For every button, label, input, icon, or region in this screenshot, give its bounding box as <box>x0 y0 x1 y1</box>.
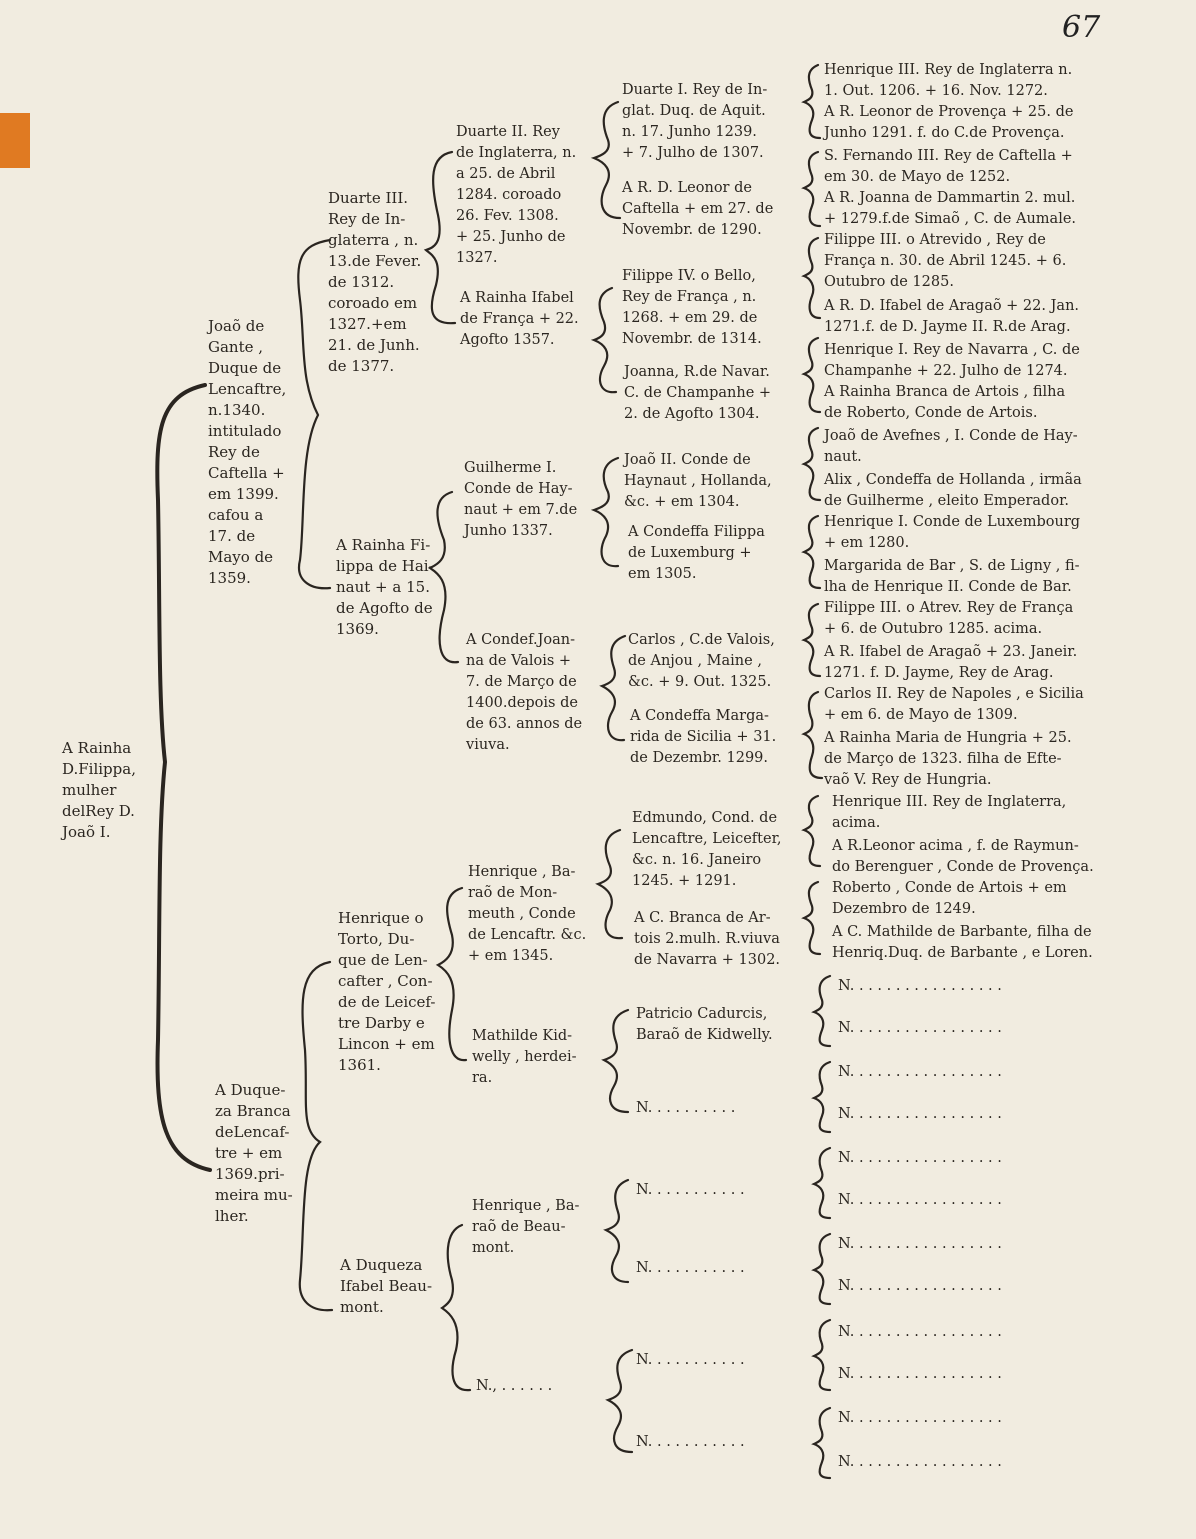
person-gen6-14: A R. Ifabel de Aragaõ + 23. Janeir. 1271. f. D. Jayme, Rey de Arag. <box>824 644 1078 681</box>
person-gen6-25: N. . . . . . . . . . . . . . . . . <box>838 1150 1002 1166</box>
brace-gen3-c <box>438 888 466 1060</box>
person-gen6-1: Henrique III. Rey de Inglaterra n. 1. Out. 1206. + 16. Nov. 1272. <box>824 62 1073 99</box>
person-gen5-14: N. . . . . . . . . . . <box>636 1260 745 1276</box>
person-gen5-8: A Condeffa Marga- rida de Sicilia + 31. de Dezembr. 1299. <box>630 708 777 766</box>
person-gen6-5: Filippe III. o Atrevido , Rey de França n. 30. de Abril 1245. + 6. Outubro de 1285. <box>824 232 1067 290</box>
person-gen6-17: Henrique III. Rey de Inglaterra, acima. <box>832 794 1067 831</box>
person-gen6-18: A R.Leonor acima , f. de Raymun- do Berenguer , Conde de Provença. <box>832 838 1094 875</box>
person-gen6-23: N. . . . . . . . . . . . . . . . . <box>838 1064 1002 1080</box>
person-gen5-6: A Condeffa Filippa de Luxemburg + em 1305. <box>628 524 765 582</box>
brace-gen5-16 <box>814 1408 830 1478</box>
person-gen5-13: N. . . . . . . . . . . <box>636 1182 745 1198</box>
brace-gen5-11 <box>814 976 830 1046</box>
brace-gen3-b <box>430 492 458 662</box>
brace-gen4-7 <box>606 1180 628 1282</box>
person-gen6-11: Henrique I. Conde de Luxembourg + em 1280. <box>824 514 1081 551</box>
person-gen4-8: N., . . . . . . <box>476 1378 553 1394</box>
brace-gen2-branca <box>300 962 332 1310</box>
brace-gen5-13 <box>814 1148 830 1218</box>
person-gen6-2: A R. Leonor de Provença + 25. de Junho 1291. f. do C.de Provença. <box>824 104 1074 141</box>
person-gen6-32: N. . . . . . . . . . . . . . . . . <box>838 1454 1002 1470</box>
person-gen2-branca: A Duque- za Branca deLencaf- tre + em 1369.pri- meira mu- lher. <box>215 1081 293 1225</box>
person-gen5-3: Filippe IV. o Bello, Rey de França , n. 1268. + em 29. de Novembr. de 1314. <box>622 268 762 347</box>
person-gen6-4: A R. Joanna de Dammartin 2. mul. + 1279.f.de Simaõ , C. de Aumale. <box>824 190 1077 227</box>
brace-gen5-1 <box>804 65 820 138</box>
brace-gen5-10 <box>804 882 820 954</box>
brace-gen5-3 <box>804 238 820 318</box>
person-gen6-22: N. . . . . . . . . . . . . . . . . <box>838 1020 1002 1036</box>
person-gen6-7: Henrique I. Rey de Navarra , C. de Champanhe + 22. Julho de 1274. <box>824 342 1080 379</box>
person-gen4-5: Henrique , Ba- raõ de Mon- meuth , Conde de Lencaftr. &c. + em 1345. <box>468 864 587 964</box>
brace-gen5-4 <box>804 338 820 412</box>
person-gen6-29: N. . . . . . . . . . . . . . . . . <box>838 1324 1002 1340</box>
person-gen4-1: Duarte II. Rey de Inglaterra, n. a 25. de Abril 1284. coroado 26. Fev. 1308. + 25. Junho de 1327. <box>456 124 577 266</box>
person-gen5-11: Patricio Cadurcis, Baraõ de Kidwelly. <box>636 1006 773 1043</box>
person-gen6-10: Alix , Condeffa de Hollanda , irmãa de Guilherme , eleito Emperador. <box>824 472 1082 509</box>
person-gen5-16: N. . . . . . . . . . . <box>636 1434 745 1450</box>
person-gen4-6: Mathilde Kid- welly , herdei- ra. <box>472 1028 577 1086</box>
person-gen4-2: A Rainha Ifabel de França + 22. Agofto 1357. <box>460 290 579 348</box>
person-gen5-10: A C. Branca de Ar- tois 2.mulh. R.viuva de Navarra + 1302. <box>634 910 781 968</box>
person-gen5-5: Joaõ II. Conde de Haynaut , Hollanda, &c. + em 1304. <box>624 452 772 510</box>
brace-gen4-2 <box>594 288 616 392</box>
person-gen6-15: Carlos II. Rey de Napoles , e Sicilia + em 6. de Mayo de 1309. <box>824 686 1084 723</box>
person-gen5-2: A R. D. Leonor de Caftella + em 27. de Novembr. de 1290. <box>622 180 774 238</box>
person-gen6-13: Filippe III. o Atrev. Rey de França + 6. de Outubro 1285. acima. <box>824 600 1074 637</box>
person-gen6-19: Roberto , Conde de Artois + em Dezembro de 1249. <box>832 880 1067 917</box>
person-gen3-isabel: A Duqueza Ifabel Beau- mont. <box>340 1256 433 1316</box>
person-gen5-4: Joanna, R.de Navar. C. de Champanhe + 2. de Agofto 1304. <box>624 364 772 422</box>
brace-gen4-6 <box>604 1010 628 1112</box>
person-gen6-30: N. . . . . . . . . . . . . . . . . <box>838 1366 1002 1382</box>
brace-gen5-2 <box>804 152 820 226</box>
person-gen3-duarte: Duarte III. Rey de In- glaterra , n. 13.de Fever. de 1312. coroado em 1327.+em 21. de Junh. de 1377. <box>328 189 422 375</box>
brace-gen4-4 <box>602 636 625 740</box>
brace-gen5-14 <box>814 1234 830 1304</box>
person-gen6-20: A C. Mathilde de Barbante, filha de Henriq.Duq. de Barbante , e Loren. <box>832 924 1093 961</box>
brace-gen4-3 <box>594 458 618 566</box>
person-gen6-27: N. . . . . . . . . . . . . . . . . <box>838 1236 1002 1252</box>
person-gen6-16: A Rainha Maria de Hungria + 25. de Março de 1323. filha de Efte- vaõ V. Rey de Hungria. <box>824 730 1072 788</box>
brace-gen5-6 <box>804 516 820 588</box>
brace-gen5-9 <box>804 796 820 866</box>
person-gen6-26: N. . . . . . . . . . . . . . . . . <box>838 1192 1002 1208</box>
person-gen2-joao: Joaõ de Gante , Duque de Lencaftre, n.1340. intitulado Rey de Caftella + em 1399. cafou a 17. de Mayo de 1359. <box>208 317 287 587</box>
person-gen3-henrique: Henrique o Torto, Du- que de Len- cafter , Con- de de Leicef- tre Darby e Lincon + em 1361. <box>338 909 436 1074</box>
brace-gen1 <box>157 385 210 1170</box>
brace-gen4-1 <box>594 102 620 218</box>
person-gen6-6: A R. D. Ifabel de Aragaõ + 22. Jan. 1271.f. de D. Jayme II. R.de Arag. <box>824 298 1080 335</box>
person-gen5-1: Duarte I. Rey de In- glat. Duq. de Aquit. n. 17. Junho 1239. + 7. Julho de 1307. <box>622 82 768 161</box>
brace-gen3-a <box>426 152 455 323</box>
person-gen6-24: N. . . . . . . . . . . . . . . . . <box>838 1106 1002 1122</box>
person-gen3-filippa: A Rainha Fi- lippa de Hai- naut + a 15. de Agofto de 1369. <box>336 536 434 638</box>
person-gen6-9: Joaõ de Avefnes , I. Conde de Hay- naut. <box>824 428 1078 465</box>
brace-gen5-15 <box>814 1320 830 1390</box>
brace-gen5-5 <box>804 428 820 500</box>
person-gen6-12: Margarida de Bar , S. de Ligny , fi- lha de Henrique II. Conde de Bar. <box>824 558 1080 595</box>
person-gen4-7: Henrique , Ba- raõ de Beau- mont. <box>472 1198 580 1256</box>
person-gen4-4: A Condef.Joan- na de Valois + 7. de Março de 1400.depois de de 63. annos de viuva. <box>466 632 583 753</box>
person-gen6-21: N. . . . . . . . . . . . . . . . . <box>838 978 1002 994</box>
person-gen1: A Rainha D.Filippa, mulher delRey D. Joaõ I. <box>62 739 136 841</box>
brace-gen5-8 <box>804 692 822 778</box>
brace-gen4-8 <box>608 1350 632 1452</box>
person-gen6-31: N. . . . . . . . . . . . . . . . . <box>838 1410 1002 1426</box>
brace-gen5-12 <box>814 1062 830 1132</box>
person-gen6-3: S. Fernando III. Rey de Caftella + em 30. de Mayo de 1252. <box>824 148 1073 185</box>
brace-gen5-7 <box>804 604 820 676</box>
person-gen5-15: N. . . . . . . . . . . <box>636 1352 745 1368</box>
person-gen6-8: A Rainha Branca de Artois , filha de Roberto, Conde de Artois. <box>824 384 1066 421</box>
person-gen6-28: N. . . . . . . . . . . . . . . . . <box>838 1278 1002 1294</box>
page-number: 67 <box>1062 10 1101 45</box>
brace-gen4-5 <box>598 830 622 938</box>
person-gen5-9: Edmundo, Cond. de Lencaftre, Leicefter, &c. n. 16. Janeiro 1245. + 1291. <box>632 810 782 889</box>
brace-gen2-joao <box>298 240 330 588</box>
brace-gen3-d <box>442 1225 470 1390</box>
person-gen5-7: Carlos , C.de Valois, de Anjou , Maine , &c. + 9. Out. 1325. <box>628 632 775 690</box>
person-gen5-12: N. . . . . . . . . . <box>636 1100 736 1116</box>
person-gen4-3: Guilherme I. Conde de Hay- naut + em 7.de Junho 1337. <box>464 460 578 539</box>
